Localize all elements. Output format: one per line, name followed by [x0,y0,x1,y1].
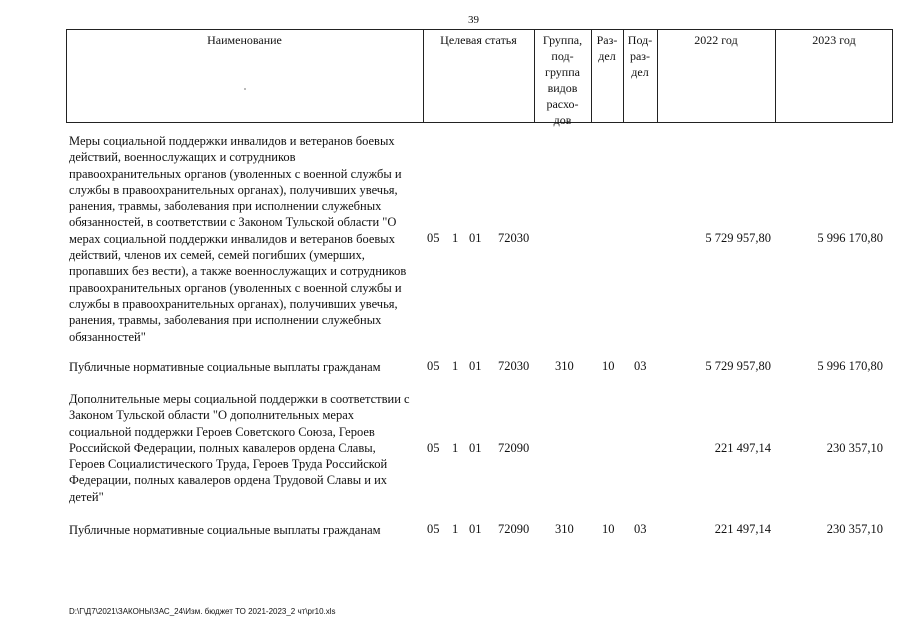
target-code-subprogram: 1 [452,359,459,373]
header-group [534,32,591,128]
row-description [69,359,409,375]
header-group-line: под- [551,49,574,63]
row-description-line: службы в правоохранительных органах), получивших увечья, [69,296,398,311]
target-code-direction: 72090 [498,522,530,536]
row-description-line: Героев Социалистического Труда, Героев Труда Российской [69,457,388,472]
header-target: Целевая статья [440,33,517,47]
row-description-line: правоохранительных органов (уволенных с военной службы и [69,280,402,295]
target-code-direction: 72090 [498,441,530,455]
value-2022: 5 729 957,80 [705,231,771,245]
value-2023: 5 996 170,80 [817,359,883,373]
row-description-line: правоохранительных органов (уволенных с военной службы и [69,166,402,181]
row-description-line: действий, членов их семей, семей погибших (умерших, [69,248,365,263]
subsection-code: 03 [634,522,647,536]
row-description-line: службы в правоохранительных органах), получивших увечья, [69,182,398,197]
header-subsection [623,32,657,80]
value-2023: 230 357,10 [826,522,883,536]
target-code-program: 05 [427,522,440,536]
target-code-main: 01 [469,441,482,455]
row-description-line: ранения, травмы, заболевания при исполнении служебных [69,199,382,214]
section-code: 10 [602,522,615,536]
subsection-code: 03 [634,359,647,373]
value-2022: 221 497,14 [714,441,771,455]
value-2023: 230 357,10 [826,441,883,455]
target-code-main: 01 [469,231,482,245]
row-description-line: ранения, травмы, заболевания при исполнении служебных [69,313,382,328]
target-code-main: 01 [469,522,482,536]
target-code-main: 01 [469,359,482,373]
page-number: 39 [468,14,479,26]
target-code-program: 05 [427,359,440,373]
value-2022: 221 497,14 [714,522,771,536]
header-group-line: дов [553,113,572,127]
header-section [591,32,623,64]
header-subsection-line: дел [631,65,649,79]
row-description-line: действий, военнослужащих и сотрудников [69,150,296,165]
row-description [69,133,429,345]
header-group-line: группа [545,65,580,79]
header-subsection-line: раз- [629,49,651,63]
row-description-line: Публичные нормативные социальные выплаты гражданам [69,360,381,374]
row-description-line: Меры социальной поддержки инвалидов и ветеранов боевых [69,134,395,148]
value-2022: 5 729 957,80 [705,359,771,373]
header-2023: 2023 год [812,33,856,47]
row-description-line: Законом Тульской области "О дополнительных мерах [69,408,355,423]
header-subsection-line: Под- [627,33,653,47]
expense-group-code: 310 [555,522,574,536]
target-code-subprogram: 1 [452,441,459,455]
header-group-line: расхо- [546,97,579,111]
target-code-direction: 72030 [498,359,530,373]
row-description-line: Федерации, полных кавалеров ордена Трудовой Славы и их [69,473,388,488]
target-code-subprogram: 1 [452,231,459,245]
target-code-subprogram: 1 [452,522,459,536]
section-code: 10 [602,359,615,373]
row-description-line: детей" [69,489,104,504]
row-description [69,522,409,538]
target-code-direction: 72030 [498,231,530,245]
row-description-line: мерах социальной поддержки инвалидов и ветеранов боевых [69,231,395,246]
header-group-line: Группа, [542,33,583,47]
value-2023: 5 996 170,80 [817,231,883,245]
header-group-line: видов [547,81,578,95]
row-description-line: обязанностей, в соответствии с Законом Тульской области "О [69,215,397,230]
file-path-footer: D:\Г\Д7\2021\ЗАКОНЫ\ЗАС_24\Изм. бюджет ТО 2021-2023_2 чт\pr10.xls [69,607,336,616]
target-code-program: 05 [427,441,440,455]
expense-group-code: 310 [555,359,574,373]
scan-mark [244,88,246,90]
row-description-line: социальной поддержки Героев Советского Союза, Героев [69,424,375,439]
header-section-line: дел [598,49,616,63]
header-name: Наименование [207,33,282,47]
row-description-line: пропавших без вести), а также военнослужащих и сотрудников [69,264,407,279]
row-description-line: Публичные нормативные социальные выплаты гражданам [69,523,381,537]
row-description-line: Дополнительные меры социальной поддержки в соответствии с [69,392,410,406]
header-section-line: Раз- [596,33,618,47]
row-description-line: Российской Федерации, полных кавалеров ордена Славы, [69,440,376,455]
target-code-program: 05 [427,231,440,245]
header-2022: 2022 год [694,33,738,47]
row-description-line: обязанностей" [69,329,146,344]
row-description [69,391,425,505]
